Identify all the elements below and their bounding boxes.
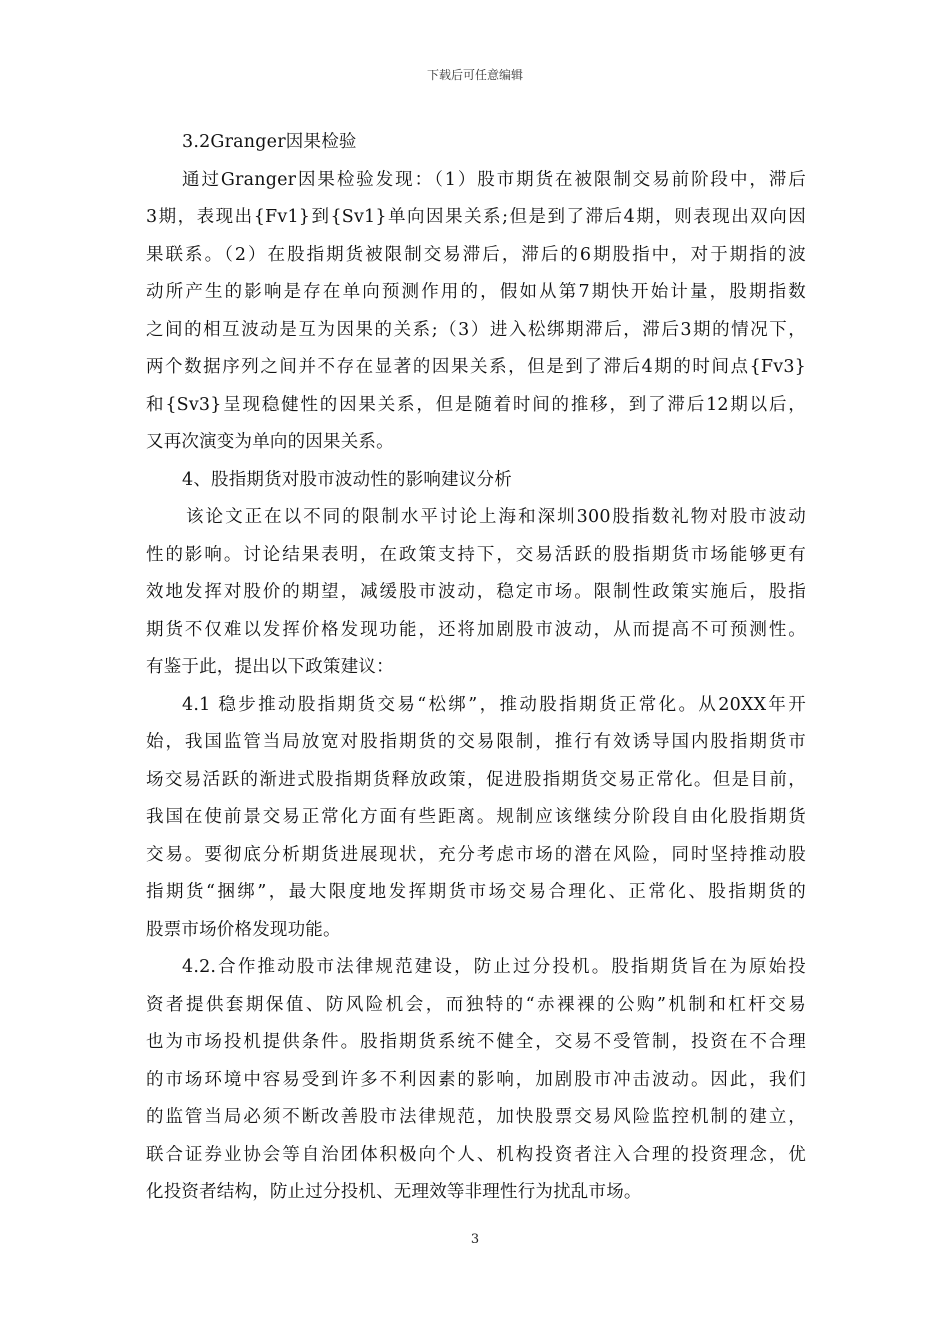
text-line: 动所产生的影响是存在单向预测作用的，假如从第7期快开始计量，股期指数	[146, 282, 806, 302]
text-line: 果联系。（2）在股指期货被限制交易滞后，滞后的6期股指中，对于期指的波	[146, 244, 806, 265]
text-line: 3.2Granger因果检验	[182, 132, 357, 152]
text-line: 化投资者结构，防止过分投机、无理效等非理性行为扰乱市场。	[146, 1182, 642, 1202]
text-line: 交易。要彻底分析期货进展现状，充分考虑市场的潜在风险，同时坚持推动股	[146, 844, 806, 865]
text-line: 之间的相互波动是互为因果的关系;（3）进入松绑期滞后，滞后3期的情况下，	[146, 319, 806, 340]
text-line: 指期货“捆绑”，最大限度地发挥期货市场交易合理化、正常化、股指期货的	[146, 882, 806, 902]
text-line: 股票市场价格发现功能。	[146, 919, 341, 940]
text-line: 该论文正在以不同的限制水平讨论上海和深圳300股指数礼物对股市波动	[186, 507, 806, 527]
text-line: 两个数据序列之间并不存在显著的因果关系，但是到了滞后4期的时间点{Fv3}	[146, 357, 806, 377]
text-line: 性的影响。讨论结果表明，在政策支持下，交易活跃的股指期货市场能够更有	[146, 544, 806, 565]
page-number: 3	[470, 1232, 480, 1247]
text-line: 的监管当局必须不断改善股市法律规范，加快股票交易风险监控机制的建立，	[146, 1107, 806, 1127]
text-line: 资者提供套期保值、防风险机会，而独特的“赤裸裸的公购”机制和杠杆交易	[146, 994, 806, 1015]
document-body	[146, 124, 806, 1212]
text-line: 4.1 稳步推动股指期货交易“松绑”，推动股指期货正常化。从20XX年开	[182, 694, 806, 715]
text-line: 也为市场投机提供条件。股指期货系统不健全，交易不受管制，投资在不合理	[146, 1032, 806, 1052]
text-line: 效地发挥对股价的期望，减缓股市波动，稳定市场。限制性政策实施后，股指	[146, 582, 806, 602]
text-line: 和{Sv3}呈现稳健性的因果关系，但是随着时间的推移，到了滞后12期以后，	[146, 394, 806, 415]
text-line: 有鉴于此，提出以下政策建议：	[146, 657, 394, 677]
text-line: 3期，表现出{Fv1}到{Sv1}单向因果关系;但是到了滞后4期，则表现出双向因	[146, 207, 806, 227]
text-line: 联合证券业协会等自治团体积极向个人、机构投资者注入合理的投资理念，优	[146, 1144, 806, 1165]
text-line: 场交易活跃的渐进式股指期货释放政策，促进股指期货交易正常化。但是目前，	[146, 769, 806, 790]
text-line: 我国在使前景交易正常化方面有些距离。规制应该继续分阶段自由化股指期货	[146, 807, 806, 827]
text-line: 通过Granger因果检验发现：（1）股市期货在被限制交易前阶段中，滞后	[182, 169, 806, 190]
text-line: 4、股指期货对股市波动性的影响建议分析	[182, 469, 512, 490]
text-line: 的市场环境中容易受到许多不利因素的影响，加剧股市冲击波动。因此，我们	[146, 1069, 806, 1090]
text-line: 期货不仅难以发挥价格发现功能，还将加剧股市波动，从而提高不可预测性。	[146, 619, 806, 640]
text-line: 4.2.合作推动股市法律规范建设，防止过分投机。股指期货旨在为原始投	[182, 957, 806, 977]
page-header: 下载后可任意编辑	[426, 68, 523, 82]
text-line: 始，我国监管当局放宽对股指期货的交易限制，推行有效诱导国内股指期货市	[146, 732, 806, 752]
text-line: 又再次演变为单向的因果关系。	[146, 432, 394, 452]
